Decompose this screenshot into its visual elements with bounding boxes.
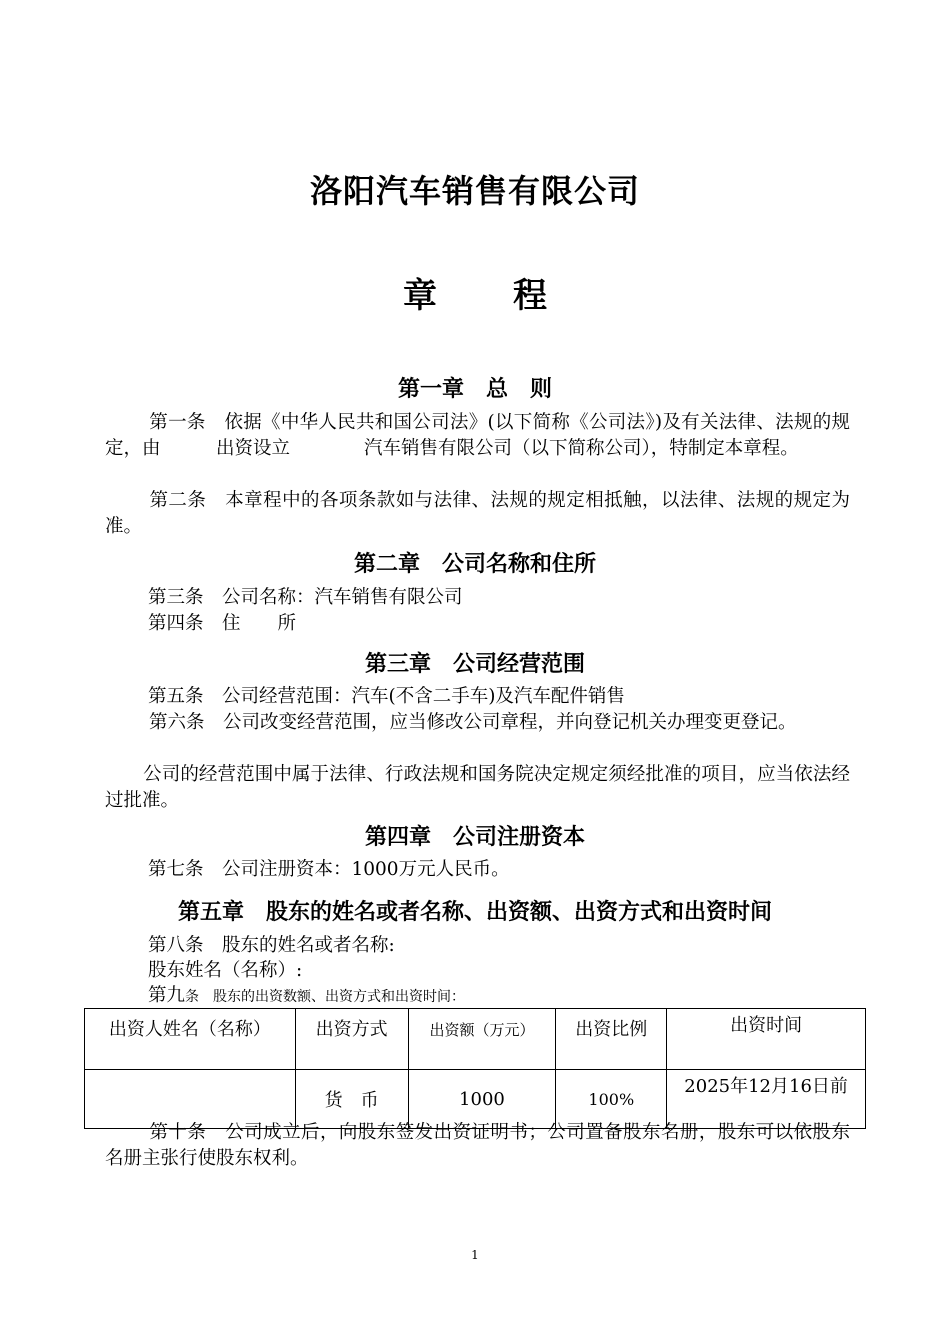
chapter-3-heading: 第三章 公司经营范围: [364, 652, 585, 677]
header-contribution-ratio: 出资比例: [556, 1009, 667, 1070]
article-6: [105, 710, 850, 736]
article-10: [105, 1120, 850, 1172]
document-title: [0, 268, 950, 317]
page-number: 1: [471, 1248, 479, 1262]
article-9-text: 条 股东的出资数额、出资方式和出资时间：: [185, 989, 466, 1005]
header-contribution-amount: 出资额（万元）: [408, 1009, 556, 1070]
article-2-text: 第二条 本章程中的各项条款如与法律、法规的规定相抵触，以法律、法规的规定为准。: [105, 490, 850, 537]
article-9-prefix: 第九: [148, 985, 186, 1006]
header-investor-name: 出资人姓名（名称）: [85, 1009, 296, 1070]
article-5: 第五条 公司经营范围：汽车(不含二手车)及汽车配件销售: [148, 686, 625, 707]
article-1-text: 第一条 依据《中华人民共和国公司法》(以下简称《公司法》)及有关法律、法规的规定，由 出资设立 汽车销售有限公司（以下简称公司），特制定本章程。: [105, 412, 850, 459]
company-title: 洛阳汽车销售有限公司: [309, 172, 640, 210]
article-8: 第八条 股东的姓名或者名称:: [148, 935, 395, 956]
article-10-text: 第十条 公司成立后，向股东签发出资证明书；公司置备股东名册，股东可以依股东名册主张行使股东权利。: [105, 1122, 850, 1169]
article-2: [105, 488, 850, 540]
chapter-4-heading: 第四章 公司注册资本: [364, 825, 585, 850]
cell-contribution-amount: 1000: [408, 1070, 556, 1129]
chapter-5-heading: 第五章 股东的姓名或者名称、出资额、出资方式和出资时间: [177, 900, 772, 925]
article-3: 第三条 公司名称：汽车销售有限公司: [148, 587, 463, 608]
scope-note-text: 公司的经营范围中属于法律、行政法规和国务院决定规定须经批准的项目，应当依法经过批准。: [105, 764, 850, 811]
document-title-char-1: 章: [403, 276, 437, 316]
cell-contribution-ratio: 100%: [556, 1070, 667, 1129]
table-header-row: [85, 1009, 866, 1070]
cell-contribution-time: 2025年12月16日前: [667, 1070, 866, 1129]
chapter-1-heading: 第一章 总 则: [397, 377, 552, 402]
shareholder-name-label: 股东姓名（名称）:: [148, 960, 303, 981]
document-title-char-2: 程: [513, 276, 547, 316]
article-1: [105, 410, 850, 462]
chapter-2-heading: 第二章 公司名称和住所: [353, 552, 596, 577]
article-4: 第四条 住 所: [148, 613, 297, 634]
article-7: 第七条 公司注册资本：1000万元人民币。: [148, 859, 510, 880]
scope-note: [105, 762, 850, 814]
article-9: [148, 983, 465, 1010]
article-6-text: 第六条 公司改变经营范围，应当修改公司章程，并向登记机关办理变更登记。: [149, 712, 797, 733]
header-contribution-method: 出资方式: [295, 1009, 408, 1070]
cell-contribution-method: 货 币: [295, 1070, 408, 1129]
header-contribution-time: 出资时间: [667, 1009, 866, 1070]
contribution-table: [84, 1008, 866, 1129]
